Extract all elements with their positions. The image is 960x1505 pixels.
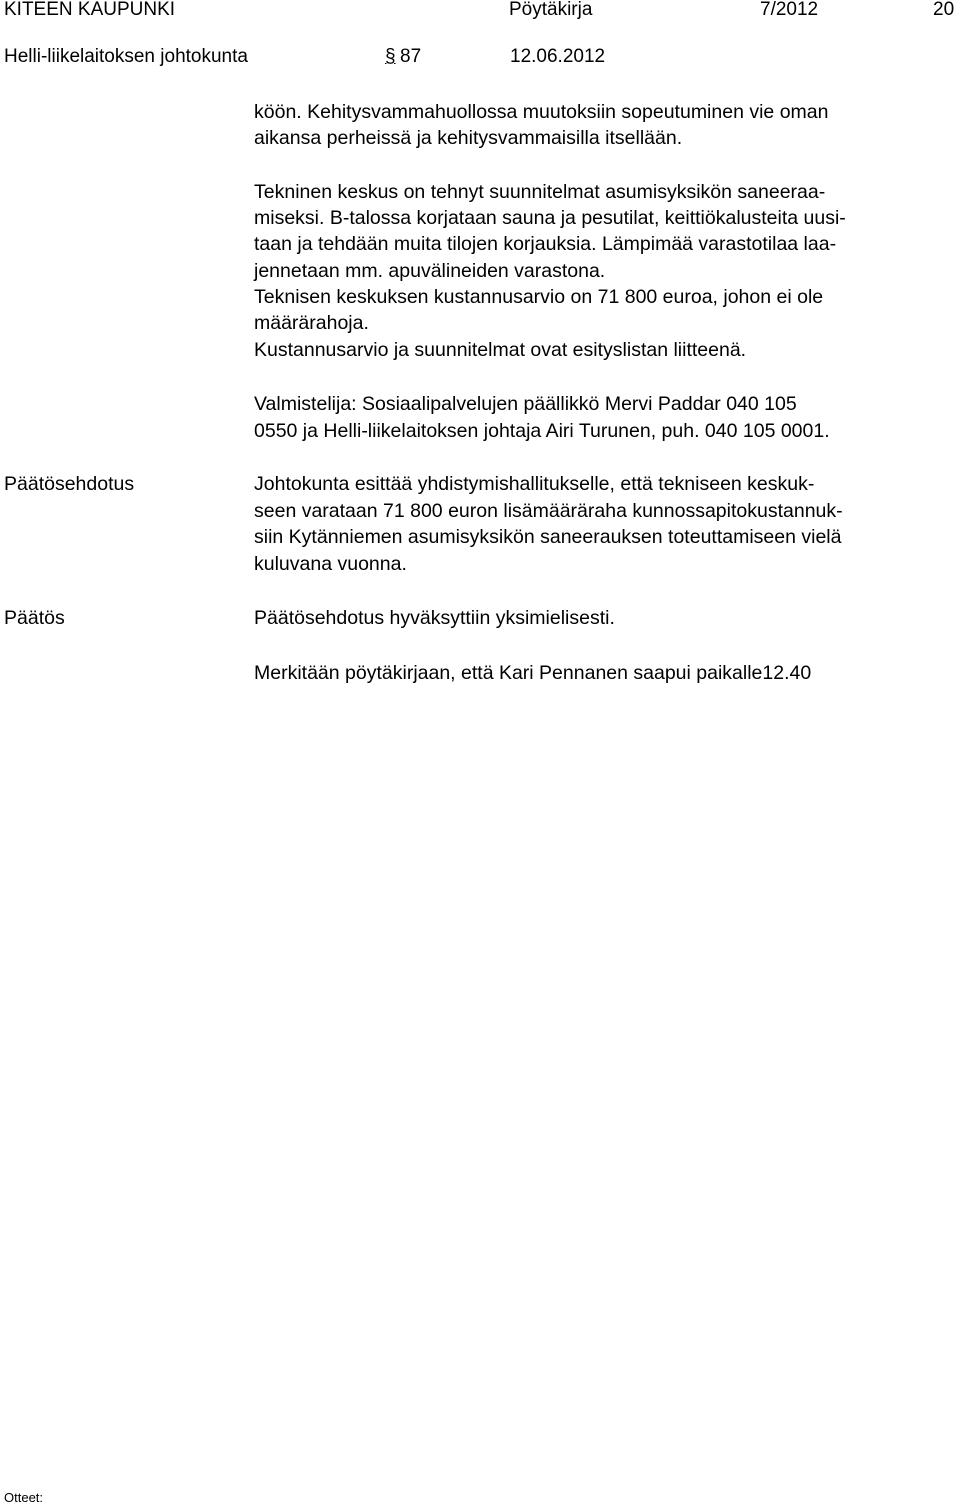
proposal-line: Johtokunta esittää yhdistymishallitukselle, että tekniseen keskuk- [254, 473, 815, 495]
preparer-line: 0550 ja Helli-liikelaitoksen johtaja Airi Turunen, puh. 040 105 0001. [254, 420, 830, 442]
preparer-line: Valmistelija: Sosiaalipalvelujen päällikkö Mervi Paddar 040 105 [254, 393, 797, 415]
body-line: miseksi. B-talossa korjataan sauna ja pesutilat, keittiökalusteita uusi- [254, 207, 846, 229]
decision-label: Päätös [4, 607, 65, 629]
body-line: köön. Kehitysvammahuollossa muutoksiin sopeutuminen vie oman [254, 101, 829, 123]
proposal-label: Päätösehdotus [4, 473, 135, 495]
decision-note: Merkitään pöytäkirjaan, että Kari Pennanen saapui paikalle12.40 [254, 662, 812, 684]
body-line: jennetaan mm. apuvälineiden varastona. [254, 260, 606, 282]
board-name: Helli-liikelaitoksen johtokunta [4, 46, 248, 67]
proposal-line: siin Kytänniemen asumisyksikön saneerauksen toteuttamiseen vielä [254, 526, 842, 548]
body-line: aikansa perheissä ja kehitysvammaisilla itsellään. [254, 127, 683, 149]
body-line: määrärahoja. [254, 312, 369, 334]
section-number: 87 [400, 46, 422, 67]
document-number: 7/2012 [760, 0, 819, 20]
page-number: 20 [933, 0, 955, 20]
document-type: Pöytäkirja [509, 0, 593, 20]
decision-text: Päätösehdotus hyväksyttiin yksimielisesti. [254, 607, 615, 629]
section-sign: § [385, 46, 396, 67]
otteet-label: Otteet: [4, 1490, 44, 1505]
body-line: taan ja tehdään muita tilojen korjauksia. Lämpimää varastotilaa laa- [254, 233, 837, 255]
meeting-date: 12.06.2012 [510, 46, 606, 67]
body-line: Teknisen keskuksen kustannusarvio on 71 800 euroa, johon ei ole [254, 286, 824, 308]
body-line: Kustannusarvio ja suunnitelmat ovat esityslistan liitteenä. [254, 339, 747, 361]
org-name: KITEEN KAUPUNKI [4, 0, 176, 20]
body-line: Tekninen keskus on tehnyt suunnitelmat asumisyksikön saneeraa- [254, 181, 826, 203]
proposal-line: seen varataan 71 800 euron lisämääräraha kunnossapitokustannuk- [254, 500, 843, 522]
proposal-line: kuluvana vuonna. [254, 553, 407, 575]
